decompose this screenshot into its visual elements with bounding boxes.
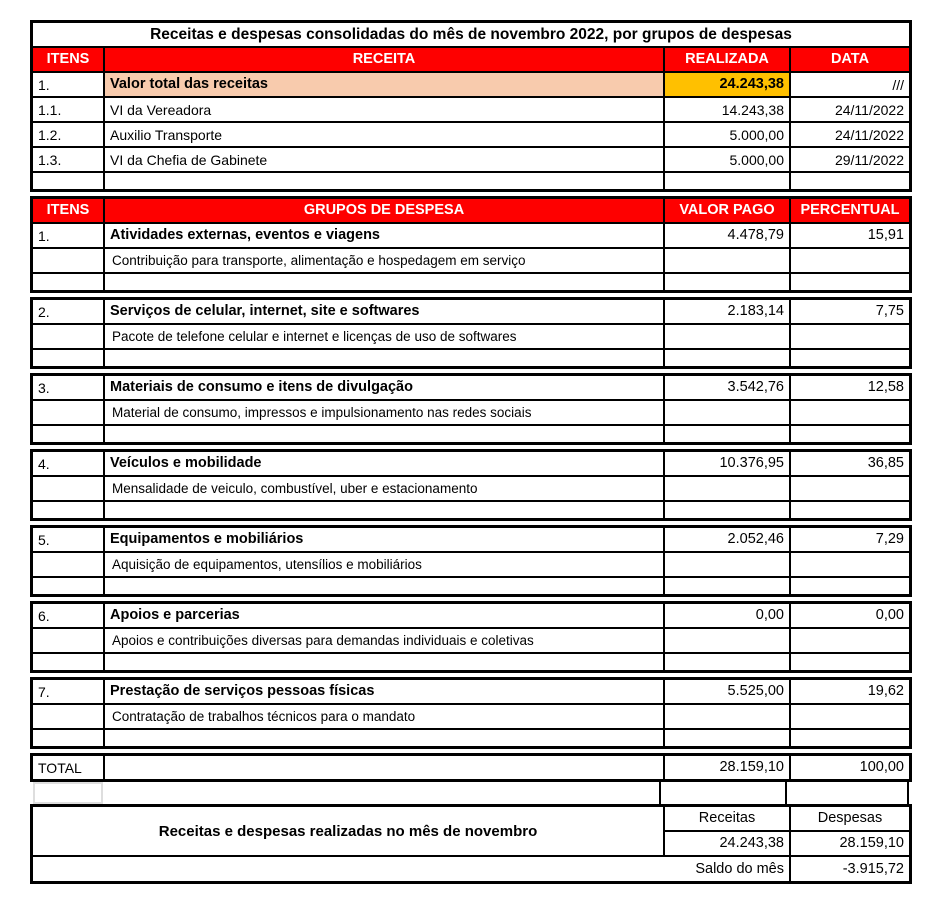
empty-cell: [33, 553, 103, 576]
empty-cell: [791, 426, 909, 442]
receita-label: VI da Vereadora: [105, 98, 663, 121]
empty-cell: [665, 426, 789, 442]
empty-cell: [665, 477, 789, 500]
expense-group-value: 3.542,76: [665, 376, 789, 399]
empty-cell: [791, 730, 909, 746]
empty-cell: [105, 502, 663, 518]
empty-cell: [105, 426, 663, 442]
receitas-header-data: DATA: [791, 48, 909, 71]
expense-group-title: Veículos e mobilidade: [105, 452, 663, 475]
expense-group-description: Pacote de telefone celular e internet e licenças de uso de softwares: [105, 325, 663, 348]
expense-group-block: [30, 373, 912, 445]
empty-cell: [105, 730, 663, 746]
receita-total-label: Valor total das receitas: [105, 73, 663, 96]
receita-value: 5.000,00: [665, 148, 789, 171]
receita-date: 24/11/2022: [791, 98, 909, 121]
expense-group-percent: 0,00: [791, 604, 909, 627]
expense-item-number: 6.: [33, 604, 103, 627]
empty-cell: [665, 173, 789, 189]
empty-cell: [791, 401, 909, 424]
despesas-header-itens: ITENS: [33, 199, 103, 222]
empty-cell: [791, 173, 909, 189]
spacer-despesas-cell: [787, 782, 909, 804]
expense-group-description: Contratação de trabalhos técnicos para o mandato: [105, 705, 663, 728]
empty-cell: [665, 654, 789, 670]
receita-total-date: ///: [791, 73, 909, 96]
expense-group-block: [30, 525, 912, 597]
receitas-header-realizada: REALIZADA: [665, 48, 789, 71]
expense-item-number: 3.: [33, 376, 103, 399]
empty-cell: [665, 705, 789, 728]
expense-item-number: 4.: [33, 452, 103, 475]
receita-label: VI da Chefia de Gabinete: [105, 148, 663, 171]
empty-cell: [665, 730, 789, 746]
expense-group-block: [30, 601, 912, 673]
empty-cell: [105, 654, 663, 670]
empty-cell: [665, 502, 789, 518]
expense-group-block: [30, 449, 912, 521]
empty-cell: [33, 325, 103, 348]
receita-total-item-number: 1.: [33, 73, 103, 96]
expense-group-value: 5.525,00: [665, 680, 789, 703]
empty-cell: [665, 350, 789, 366]
expense-group-block: [30, 677, 912, 749]
expense-group-value: 2.183,14: [665, 300, 789, 323]
expense-group-title: Prestação de serviços pessoas físicas: [105, 680, 663, 703]
empty-cell: [33, 401, 103, 424]
empty-cell: [33, 274, 103, 290]
empty-cell: [791, 553, 909, 576]
empty-cell: [791, 249, 909, 272]
empty-cell: [791, 705, 909, 728]
empty-cell: [33, 654, 103, 670]
expense-group-title: Apoios e parcerias: [105, 604, 663, 627]
despesas-header-grupo: GRUPOS DE DESPESA: [105, 199, 663, 222]
empty-cell: [33, 578, 103, 594]
expense-group-percent: 12,58: [791, 376, 909, 399]
empty-cell: [665, 401, 789, 424]
despesas-header-percentual: PERCENTUAL: [791, 199, 909, 222]
summary-label: Receitas e despesas realizadas no mês de novembro: [33, 807, 663, 855]
empty-cell: [105, 756, 663, 779]
empty-cell: [33, 350, 103, 366]
spacer-receitas-cell: [659, 782, 787, 804]
despesas-header-valor: VALOR PAGO: [665, 199, 789, 222]
receita-label: Auxilio Transporte: [105, 123, 663, 146]
empty-cell: [33, 477, 103, 500]
receita-date: 29/11/2022: [791, 148, 909, 171]
receita-item-number: 1.2.: [33, 123, 103, 146]
expense-group-title: Materiais de consumo e itens de divulgação: [105, 376, 663, 399]
empty-cell: [665, 325, 789, 348]
expense-item-number: 2.: [33, 300, 103, 323]
receita-item-number: 1.3.: [33, 148, 103, 171]
report-title: Receitas e despesas consolidadas do mês de novembro 2022, por grupos de despesas: [33, 23, 909, 46]
empty-cell: [791, 325, 909, 348]
summary-receitas-value: 24.243,38: [665, 832, 789, 855]
despesas-header-block: [30, 196, 912, 293]
receitas-header-receita: RECEITA: [105, 48, 663, 71]
summary-despesas-header: Despesas: [791, 807, 909, 830]
expense-group-title: Equipamentos e mobiliários: [105, 528, 663, 551]
expense-item-number: 1.: [33, 224, 103, 247]
receitas-header-itens: ITENS: [33, 48, 103, 71]
expense-group-value: 4.478,79: [665, 224, 789, 247]
empty-cell: [665, 274, 789, 290]
empty-cell: [105, 350, 663, 366]
receita-value: 14.243,38: [665, 98, 789, 121]
expense-group-value: 0,00: [665, 604, 789, 627]
empty-cell: [665, 249, 789, 272]
empty-cell: [791, 274, 909, 290]
summary-despesas-value: 28.159,10: [791, 832, 909, 855]
expense-group-description: Material de consumo, impressos e impulsionamento nas redes sociais: [105, 401, 663, 424]
receitas-table: [30, 20, 912, 192]
total-percent: 100,00: [791, 756, 909, 779]
expense-item-number: 5.: [33, 528, 103, 551]
total-row: [30, 753, 912, 782]
expense-group-title: Atividades externas, eventos e viagens: [105, 224, 663, 247]
expense-group-percent: 7,29: [791, 528, 909, 551]
expense-group-percent: 15,91: [791, 224, 909, 247]
receita-total-value: 24.243,38: [665, 73, 789, 96]
empty-cell: [665, 553, 789, 576]
expense-group-value: 2.052,46: [665, 528, 789, 551]
expense-group-description: Contribuição para transporte, alimentação e hospedagem em serviço: [105, 249, 663, 272]
spacer-row: [30, 782, 912, 804]
saldo-label: Saldo do mês: [33, 857, 789, 881]
empty-cell: [105, 274, 663, 290]
summary-box: [30, 804, 912, 884]
saldo-value: -3.915,72: [791, 857, 909, 881]
receita-item-number: 1.1.: [33, 98, 103, 121]
empty-cell: [33, 705, 103, 728]
receita-value: 5.000,00: [665, 123, 789, 146]
empty-cell: [791, 350, 909, 366]
expense-group-percent: 19,62: [791, 680, 909, 703]
summary-receitas-header: Receitas: [665, 807, 789, 830]
expense-group-value: 10.376,95: [665, 452, 789, 475]
empty-cell: [791, 629, 909, 652]
expense-group-percent: 36,85: [791, 452, 909, 475]
total-value: 28.159,10: [665, 756, 789, 779]
financial-report-sheet: [30, 20, 912, 884]
empty-cell: [665, 629, 789, 652]
expense-group-description: Mensalidade de veiculo, combustível, uber e estacionamento: [105, 477, 663, 500]
expense-group-title: Serviços de celular, internet, site e softwares: [105, 300, 663, 323]
empty-cell: [33, 249, 103, 272]
expense-item-number: 7.: [33, 680, 103, 703]
expense-group-block: [30, 297, 912, 369]
empty-cell: [33, 730, 103, 746]
expense-group-description: Apoios e contribuições diversas para demandas individuais e coletivas: [105, 629, 663, 652]
total-label: TOTAL: [33, 756, 103, 779]
receita-date: 24/11/2022: [791, 123, 909, 146]
empty-cell: [105, 578, 663, 594]
empty-cell: [791, 502, 909, 518]
expense-group-percent: 7,75: [791, 300, 909, 323]
empty-cell: [33, 426, 103, 442]
gridline-remnant: [33, 782, 103, 804]
empty-cell: [791, 477, 909, 500]
empty-cell: [791, 578, 909, 594]
spacer-fill: [103, 782, 659, 804]
empty-cell: [791, 654, 909, 670]
expense-group-description: Aquisição de equipamentos, utensílios e mobiliários: [105, 553, 663, 576]
empty-cell: [33, 502, 103, 518]
empty-cell: [33, 629, 103, 652]
empty-cell: [105, 173, 663, 189]
empty-cell: [33, 173, 103, 189]
empty-cell: [665, 578, 789, 594]
